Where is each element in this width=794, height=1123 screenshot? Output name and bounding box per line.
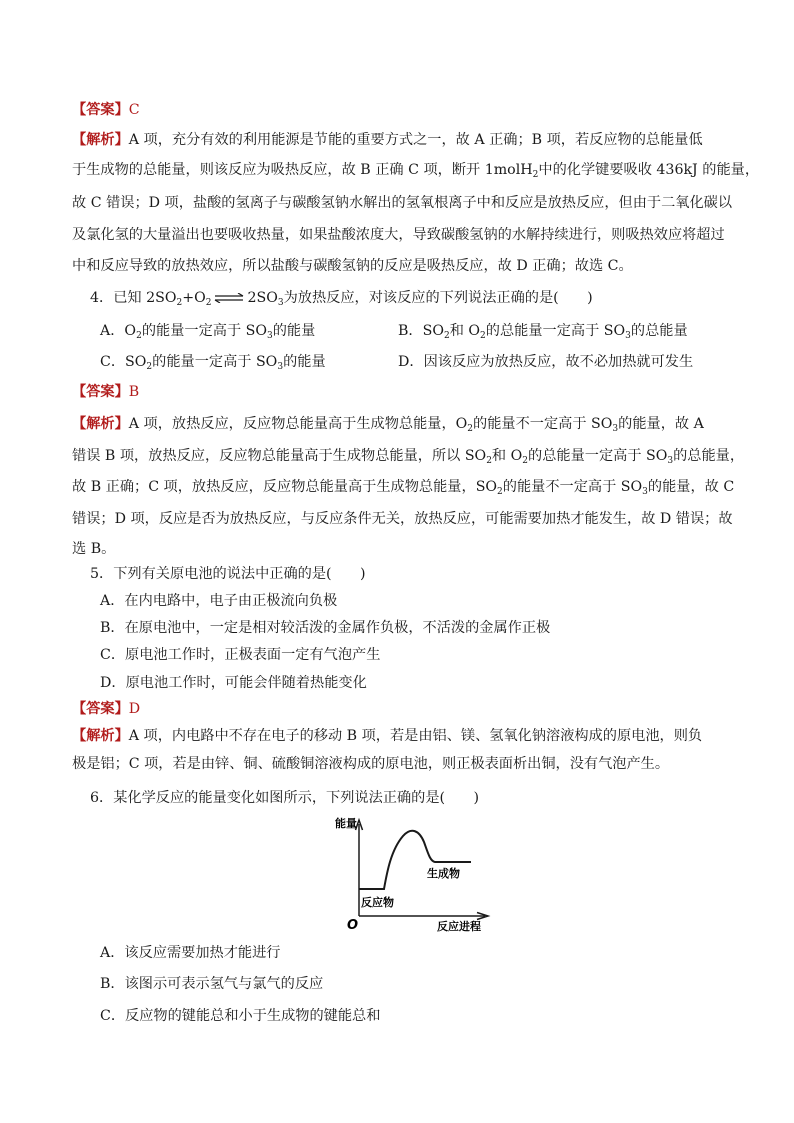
option-text: 的总能量一定高于 SO <box>485 323 626 339</box>
q4-analysis-line-5: 选 B。 <box>72 541 116 557</box>
analysis-text: 的总能量， <box>673 448 745 464</box>
analysis-text: A 项，放热反应，反应物总能量高于生成物总能量，O <box>128 416 468 432</box>
analysis-text: 于生成物的总能量，则该反应为吸热反应，故 B 正确 C 项，断开 1molH <box>72 162 533 178</box>
q5-option-a[interactable]: A．在内电路中，电子由正极流向负极 <box>100 593 338 609</box>
q4-option-d[interactable]: D．因该反应为放热反应，故不必加热就可发生 <box>398 354 694 370</box>
q4-option-b[interactable] <box>398 321 688 341</box>
energy-curve <box>359 831 471 889</box>
option-text: 的能量 <box>283 354 326 370</box>
q4-analysis-line-4: 错误；D 项，反应是否为放热反应，与反应条件无关，放热反应，可能需要加热才能发生，故 D 错误；故 <box>72 511 733 527</box>
q5-answer-line <box>72 699 140 719</box>
analysis-text: 中的化学键要吸收 436kJ 的能量， <box>538 162 760 178</box>
subscript: 3 <box>625 331 631 341</box>
q4-option-c[interactable] <box>100 352 326 372</box>
option-text: A．O <box>100 323 137 339</box>
q4-option-a[interactable] <box>100 321 315 341</box>
q4-analysis-line-1 <box>72 414 704 434</box>
subscript: 2 <box>467 424 474 434</box>
answer-label: 【答案】 <box>72 384 129 400</box>
subscript: 3 <box>667 456 674 466</box>
q3-analysis-line-3: 故 C 错误；D 项，盐酸的氢离子与碳酸氢钠水解出的氢氧根离子中和反应是放热反应，但由于二氧化碳以 <box>72 195 733 211</box>
answer-value: C <box>128 102 140 118</box>
analysis-text: A 项，充分有效的利用能源是节能的重要方式之一，故 A 正确；B 项，若反应物的总能量低 <box>128 132 703 148</box>
reactant-label: 反应物 <box>361 896 394 909</box>
subscript: 2 <box>176 298 183 308</box>
answer-value: D <box>128 701 141 717</box>
subscript: 3 <box>277 362 284 372</box>
subscript: 2 <box>480 331 486 341</box>
subscript: 2 <box>136 331 142 341</box>
q3-analysis-line-1 <box>72 130 703 150</box>
q6-option-a[interactable]: A．该反应需要加热才能进行 <box>100 945 281 961</box>
q5-analysis-line-1 <box>72 726 702 746</box>
option-text: 的能量 <box>272 323 316 339</box>
q4-answer-line <box>72 382 139 402</box>
analysis-text: 的能量，故 A <box>618 416 704 432</box>
option-text: B．SO <box>398 323 444 339</box>
analysis-label: 【解析】 <box>72 416 129 432</box>
q5-option-b[interactable]: B．在原电池中，一定是相对较活泼的金属作负极，不活泼的金属作正极 <box>100 620 551 636</box>
subscript: 2 <box>205 298 212 308</box>
analysis-label: 【解析】 <box>72 132 129 148</box>
option-text: 和 O <box>449 323 481 339</box>
analysis-label: 【解析】 <box>72 728 129 744</box>
subscript: 2 <box>146 362 153 372</box>
answer-value: B <box>128 384 140 400</box>
y-axis-label: 能量 <box>335 817 357 830</box>
analysis-text: 的能量不一定高于 SO <box>473 416 613 432</box>
analysis-text: A 项，内电路中不存在电子的移动 B 项，若是由铝、镁、氢氧化钠溶液构成的原电池，则负 <box>128 728 703 744</box>
subscript: 3 <box>277 298 284 308</box>
analysis-text: 的能量不一定高于 SO <box>502 479 643 495</box>
q4-analysis-line-2 <box>72 446 744 466</box>
analysis-text: 的能量，故 C <box>647 479 735 495</box>
stem-text: +O <box>182 290 206 306</box>
stem-text: 4．已知 2SO <box>90 290 177 306</box>
subscript: 3 <box>267 331 273 341</box>
answer-label: 【答案】 <box>72 701 129 717</box>
q6-option-c[interactable]: C．反应物的键能总和小于生成物的键能总和 <box>100 1008 381 1024</box>
q6-option-b[interactable]: B．该图示可表示氢气与氯气的反应 <box>100 976 324 992</box>
q3-answer-line <box>72 100 140 120</box>
q3-analysis-line-2 <box>72 160 759 180</box>
q4-analysis-line-3 <box>72 477 734 497</box>
q4-stem <box>90 288 593 308</box>
subscript: 3 <box>612 424 619 434</box>
q5-stem: 5．下列有关原电池的说法中正确的是( ) <box>90 566 366 582</box>
subscript: 2 <box>486 456 492 466</box>
answer-label: 【答案】 <box>72 102 129 118</box>
subscript: 2 <box>443 331 450 341</box>
stem-text: 为放热反应，对该反应的下列说法正确的是( ) <box>283 290 593 306</box>
analysis-text: 和 O <box>491 448 523 464</box>
option-text: C．SO <box>100 354 147 370</box>
q5-option-d[interactable]: D．原电池工作时，可能会伴随着热能变化 <box>100 675 367 691</box>
q6-stem: 6．某化学反应的能量变化如图所示，下列说法正确的是( ) <box>90 790 479 806</box>
subscript: 2 <box>522 456 528 466</box>
q3-analysis-line-4: 及氯化氢的大量溢出也要吸收热量，如果盐酸浓度大，导致碳酸氢钠的水解持续进行，则吸热效应将超过 <box>72 227 725 243</box>
analysis-text: 错误 B 项，放热反应，反应物总能量高于生成物总能量，所以 SO <box>72 448 487 464</box>
subscript: 2 <box>497 487 503 497</box>
option-text: 的能量一定高于 SO <box>152 354 278 370</box>
x-axis-label: 反应进程 <box>437 920 481 933</box>
q3-analysis-line-5: 中和反应导致的放热效应，所以盐酸与碳酸氢钠的反应是吸热反应，故 D 正确；故选 C。 <box>72 258 633 274</box>
q5-analysis-line-2: 极是铝；C 项，若是由锌、铜、硫酸铜溶液构成的原电池，则正极表面析出铜，没有气泡产生。 <box>72 756 670 772</box>
option-text: 的总能量 <box>630 323 688 339</box>
equilibrium-arrow-icon <box>214 293 244 303</box>
analysis-text: 故 B 正确；C 项，放热反应，反应物总能量高于生成物总能量，SO <box>72 479 498 495</box>
subscript: 3 <box>642 487 648 497</box>
analysis-text: 的总能量一定高于 SO <box>528 448 668 464</box>
product-label: 生成物 <box>427 867 460 880</box>
energy-diagram <box>327 812 497 937</box>
q5-option-c[interactable]: C．原电池工作时，正极表面一定有气泡产生 <box>100 647 381 663</box>
origin-label: O <box>347 918 359 933</box>
subscript: 2 <box>532 170 539 180</box>
option-text: 的能量一定高于 SO <box>141 323 267 339</box>
stem-text: 2SO <box>247 290 278 306</box>
